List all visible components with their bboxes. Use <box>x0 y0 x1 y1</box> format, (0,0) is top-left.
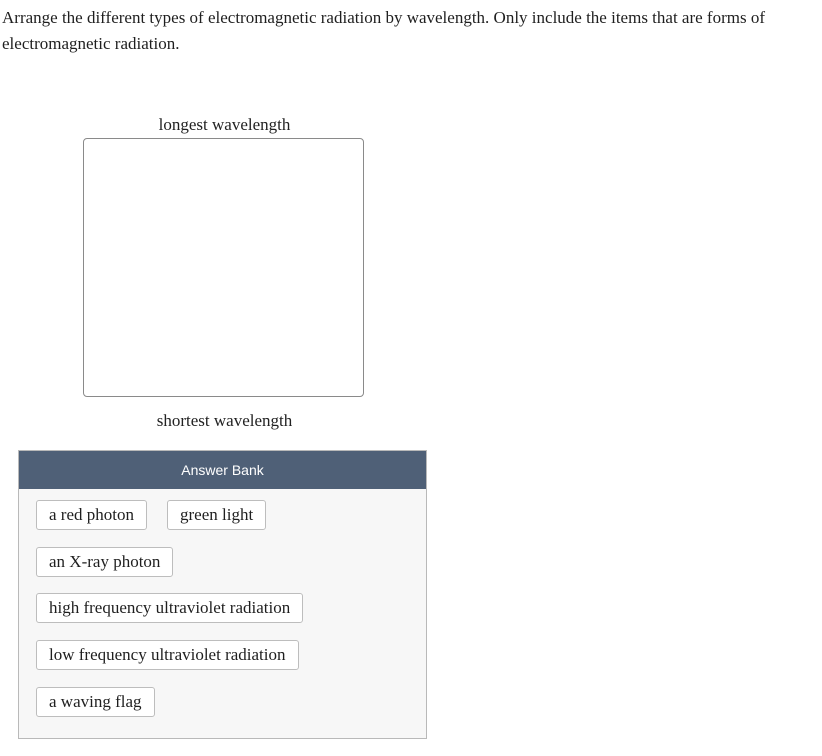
question-prompt: Arrange the different types of electromagnetic radiation by wavelength. Only include the items that are forms of electromagnetic radiation. <box>2 8 765 53</box>
answer-chip-green-light[interactable]: green light <box>167 500 266 530</box>
answer-chip-waving-flag[interactable]: a waving flag <box>36 687 155 717</box>
answer-chip-high-frequency-uv[interactable]: high frequency ultraviolet radiation <box>36 593 303 623</box>
ranking-drop-zone[interactable] <box>83 138 364 397</box>
answer-bank-header: Answer Bank <box>19 451 426 489</box>
longest-wavelength-label: longest wavelength <box>158 115 291 134</box>
shortest-wavelength-label: shortest wavelength <box>156 411 293 430</box>
answer-chip-xray-photon[interactable]: an X-ray photon <box>36 547 173 577</box>
answer-chip-low-frequency-uv[interactable]: low frequency ultraviolet radiation <box>36 640 299 670</box>
answer-chip-red-photon[interactable]: a red photon <box>36 500 147 530</box>
answer-bank <box>18 450 427 739</box>
